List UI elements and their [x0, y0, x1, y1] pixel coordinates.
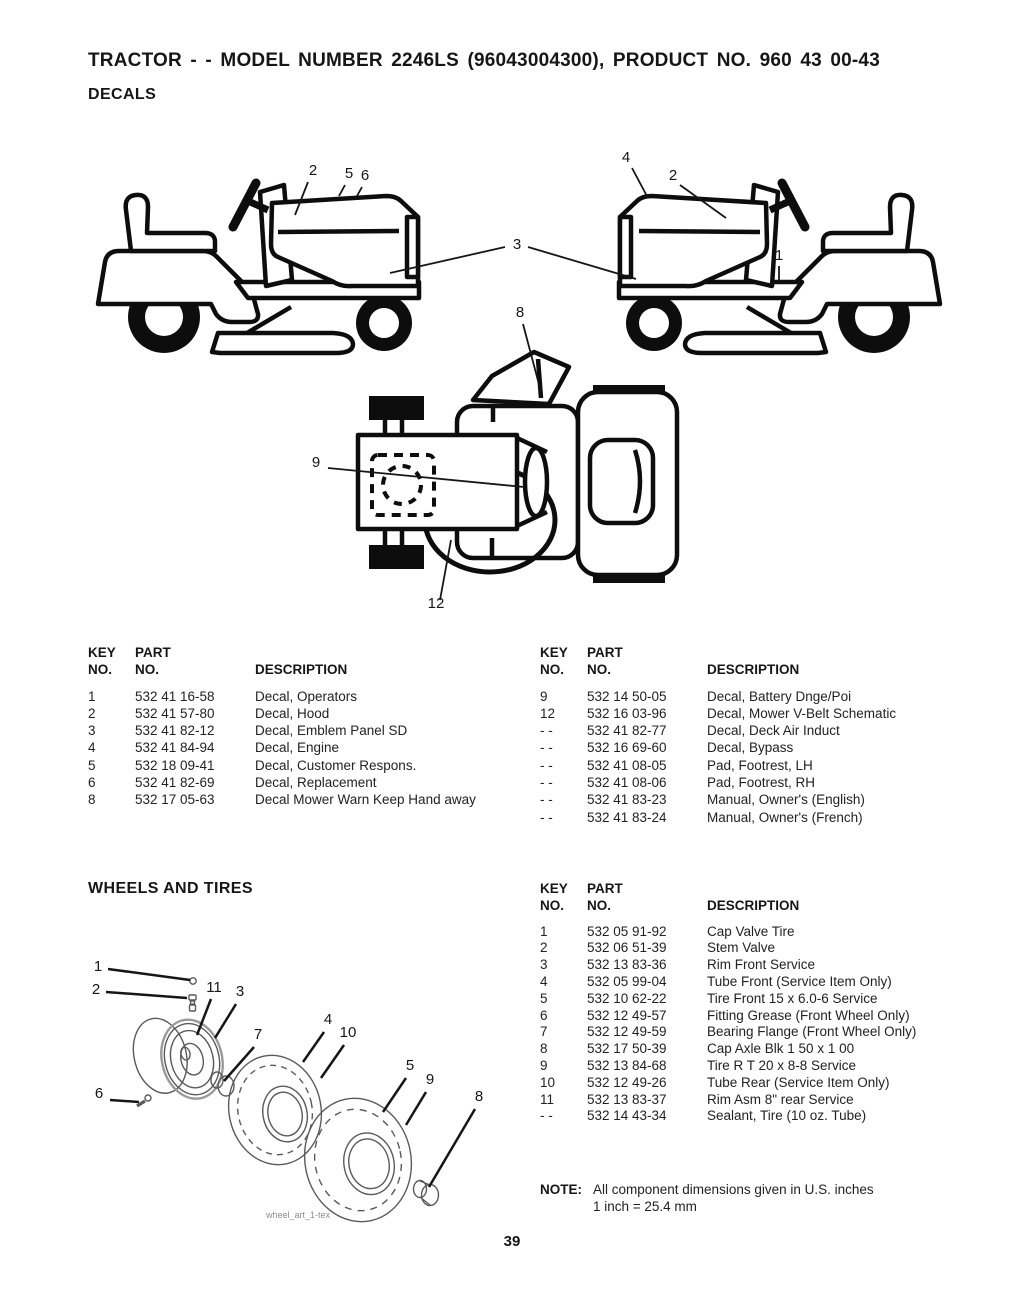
header-description: DESCRIPTION: [707, 662, 800, 678]
header-description: DESCRIPTION: [707, 897, 800, 913]
callout-label: 11: [206, 979, 222, 996]
part-no: 532 10 62-22: [587, 990, 667, 1006]
part-description: Decal, Mower V-Belt Schematic: [707, 705, 897, 721]
part-description: Decal, Emblem Panel SD: [255, 723, 408, 739]
header-no: NO.: [540, 897, 565, 913]
table-row: [540, 739, 1010, 756]
callout-label: 2: [668, 167, 678, 184]
table-row: [540, 809, 1010, 826]
table-row: [540, 1092, 1020, 1109]
part-no: 532 17 05-63: [135, 792, 215, 808]
part-description: Decal Mower Warn Keep Hand away: [255, 792, 476, 808]
part-no: 532 12 49-59: [587, 1024, 667, 1040]
part-description: Cap Axle Blk 1 50 x 1 00: [707, 1041, 855, 1057]
decals-section-title: DECALS: [88, 86, 157, 103]
table-header: [540, 644, 1010, 679]
callout-label: 3: [512, 236, 522, 253]
callout-label: 8: [515, 304, 525, 321]
table-row: [540, 1024, 1020, 1041]
part-no: 532 41 83-23: [587, 792, 667, 808]
header-no: NO.: [540, 662, 565, 678]
part-description: Manual, Owner's (French): [707, 809, 863, 825]
callout-label: 5: [405, 1057, 415, 1074]
part-description: Bearing Flange (Front Wheel Only): [707, 1024, 917, 1040]
part-description: Decal, Battery Dnge/Poi: [707, 688, 852, 704]
decals-parts-table-left: [88, 644, 538, 809]
key-no: 9: [540, 1057, 548, 1073]
part-no: 532 12 49-57: [587, 1007, 667, 1023]
key-no: 8: [88, 792, 96, 808]
part-no: 532 05 99-04: [587, 973, 667, 989]
front-wheel-top: [369, 545, 424, 569]
table-row: [88, 774, 538, 791]
key-no: - -: [540, 757, 553, 773]
tractor-left-view: [98, 183, 419, 353]
table-row: [540, 957, 1020, 974]
callout-label: 1: [774, 247, 784, 264]
table-row: [540, 991, 1020, 1008]
header-part: PART: [587, 881, 623, 896]
key-no: 6: [88, 775, 96, 791]
key-no: 1: [88, 688, 96, 704]
page-title: TRACTOR - - MODEL NUMBER 2246LS (96043004300), PRODUCT NO. 960 43 00-43: [88, 50, 880, 71]
discharge-chute: [473, 352, 569, 404]
key-no: 11: [540, 1091, 555, 1107]
table-row: [540, 924, 1020, 941]
key-no: 6: [540, 1007, 548, 1023]
callout-label: 2: [91, 981, 101, 998]
table-row: [88, 705, 538, 722]
header-key: KEY: [540, 645, 568, 660]
table-row: [540, 774, 1010, 791]
header-no: NO.: [135, 662, 160, 678]
header-no: NO.: [587, 897, 612, 913]
header-part: PART: [135, 645, 171, 660]
battery-area: [525, 448, 547, 516]
part-description: Decal, Replacement: [255, 775, 377, 791]
part-description: Decal, Engine: [255, 740, 340, 756]
header-part: PART: [587, 645, 623, 660]
table-row: [540, 974, 1020, 991]
wheel-exploded-illustration: [60, 955, 520, 1225]
callout-label: 3: [235, 983, 245, 1000]
key-no: - -: [540, 740, 553, 756]
part-no: 532 16 03-96: [587, 705, 667, 721]
callout-label: 12: [427, 595, 445, 612]
callout-label: 10: [339, 1024, 357, 1041]
part-description: Tube Rear (Service Item Only): [707, 1074, 890, 1090]
decals-illustration: [0, 130, 1024, 630]
key-no: 3: [88, 723, 96, 739]
header-description: DESCRIPTION: [255, 662, 348, 678]
table-row: [540, 722, 1010, 739]
part-description: Tube Front (Service Item Only): [707, 973, 892, 989]
part-description: Sealant, Tire (10 oz. Tube): [707, 1108, 867, 1124]
key-no: 9: [540, 688, 548, 704]
key-no: - -: [540, 723, 553, 739]
part-description: Decal, Bypass: [707, 740, 794, 756]
part-no: 532 17 50-39: [587, 1041, 667, 1057]
table-header: [88, 644, 538, 679]
wheels-section-title: WHEELS AND TIRES: [88, 880, 253, 897]
callout-label: 8: [474, 1088, 484, 1105]
key-no: 4: [540, 973, 548, 989]
header-no: NO.: [88, 662, 113, 678]
key-no: 8: [540, 1041, 548, 1057]
table-row: [540, 1108, 1020, 1125]
table-row: [540, 940, 1020, 957]
part-no: 532 12 49-26: [587, 1074, 667, 1090]
key-no: 3: [540, 957, 548, 973]
page-number: 39: [503, 1233, 521, 1250]
part-description: Manual, Owner's (English): [707, 792, 865, 808]
part-description: Decal, Operators: [255, 688, 358, 704]
part-no: 532 41 84-94: [135, 740, 215, 756]
key-no: - -: [540, 792, 553, 808]
decals-parts-table-right: [540, 644, 1010, 826]
callout-label: 6: [94, 1085, 104, 1102]
key-no: - -: [540, 775, 553, 791]
note-line-2: 1 inch = 25.4 mm: [593, 1198, 697, 1214]
front-wheel-top: [369, 396, 424, 420]
table-row: [540, 705, 1010, 722]
key-no: 5: [540, 990, 548, 1006]
part-description: Fitting Grease (Front Wheel Only): [707, 1007, 910, 1023]
part-no: 532 05 91-92: [587, 923, 667, 939]
part-description: Tire R T 20 x 8-8 Service: [707, 1057, 857, 1073]
part-no: 532 41 08-06: [587, 775, 667, 791]
part-description: Pad, Footrest, LH: [707, 757, 813, 773]
header-no: NO.: [587, 662, 612, 678]
table-row: [88, 757, 538, 774]
table-row: [88, 688, 538, 705]
key-no: 5: [88, 757, 96, 773]
part-description: Stem Valve: [707, 940, 776, 956]
table-row: [88, 739, 538, 756]
part-no: 532 06 51-39: [587, 940, 667, 956]
callout-label: 4: [621, 149, 631, 166]
part-no: 532 41 08-05: [587, 757, 667, 773]
table-row: [540, 757, 1010, 774]
part-description: Pad, Footrest, RH: [707, 775, 816, 791]
part-no: 532 41 16-58: [135, 688, 215, 704]
table-row: [540, 1041, 1020, 1058]
callout-label: 1: [93, 958, 103, 975]
part-no: 532 41 82-69: [135, 775, 215, 791]
part-description: Rim Asm 8" rear Service: [707, 1091, 854, 1107]
part-no: 532 18 09-41: [135, 757, 215, 773]
part-description: Rim Front Service: [707, 957, 816, 973]
key-no: - -: [540, 809, 553, 825]
key-no: 10: [540, 1074, 556, 1090]
table-row: [540, 688, 1010, 705]
callout-label: 7: [253, 1026, 263, 1043]
part-no: 532 41 57-80: [135, 705, 215, 721]
wheels-parts-table: [540, 881, 1020, 1125]
part-description: Decal, Deck Air Induct: [707, 723, 840, 739]
table-row: [540, 1008, 1020, 1025]
callout-label: 4: [323, 1011, 333, 1028]
part-no: 532 14 43-34: [587, 1108, 667, 1124]
note: [540, 1182, 980, 1215]
wheel-art-caption: wheel_art_1-tex: [265, 1210, 331, 1220]
deck-opening: [590, 440, 653, 523]
table-header: [540, 881, 1020, 915]
key-no: 2: [540, 940, 548, 956]
part-no: 532 41 82-12: [135, 723, 215, 739]
part-no: 532 16 69-60: [587, 740, 667, 756]
callout-label: 5: [344, 165, 354, 182]
key-no: 2: [88, 705, 96, 721]
callout-label: 6: [360, 167, 370, 184]
table-row: [88, 791, 538, 808]
part-no: 532 13 83-36: [587, 957, 667, 973]
table-row: [540, 1075, 1020, 1092]
part-description: Decal, Hood: [255, 705, 330, 721]
part-no: 532 13 84-68: [587, 1057, 667, 1073]
table-row: [88, 722, 538, 739]
part-no: 532 13 83-37: [587, 1091, 667, 1107]
key-no: 4: [88, 740, 96, 756]
note-text: [593, 1182, 874, 1215]
table-row: [540, 791, 1010, 808]
callout-label: 9: [311, 454, 321, 471]
callout-label: 9: [425, 1071, 435, 1088]
header-key: KEY: [540, 881, 568, 896]
part-no: 532 14 50-05: [587, 688, 667, 704]
key-no: 1: [540, 923, 548, 939]
key-no: 12: [540, 705, 556, 721]
wheel-callout-lines: [106, 969, 475, 1187]
tractor-top-view: [358, 352, 677, 583]
part-no: 532 41 82-77: [587, 723, 667, 739]
key-no: - -: [540, 1108, 553, 1124]
part-description: Cap Valve Tire: [707, 923, 795, 939]
table-row: [540, 1058, 1020, 1075]
header-key: KEY: [88, 645, 116, 660]
part-description: Tire Front 15 x 6.0-6 Service: [707, 990, 878, 1006]
callout-label: 2: [308, 162, 318, 179]
part-no: 532 41 83-24: [587, 809, 667, 825]
key-no: 7: [540, 1024, 548, 1040]
part-description: Decal, Customer Respons.: [255, 757, 417, 773]
note-line-1: All component dimensions given in U.S. inches: [593, 1182, 874, 1197]
note-label: NOTE:: [540, 1182, 582, 1197]
